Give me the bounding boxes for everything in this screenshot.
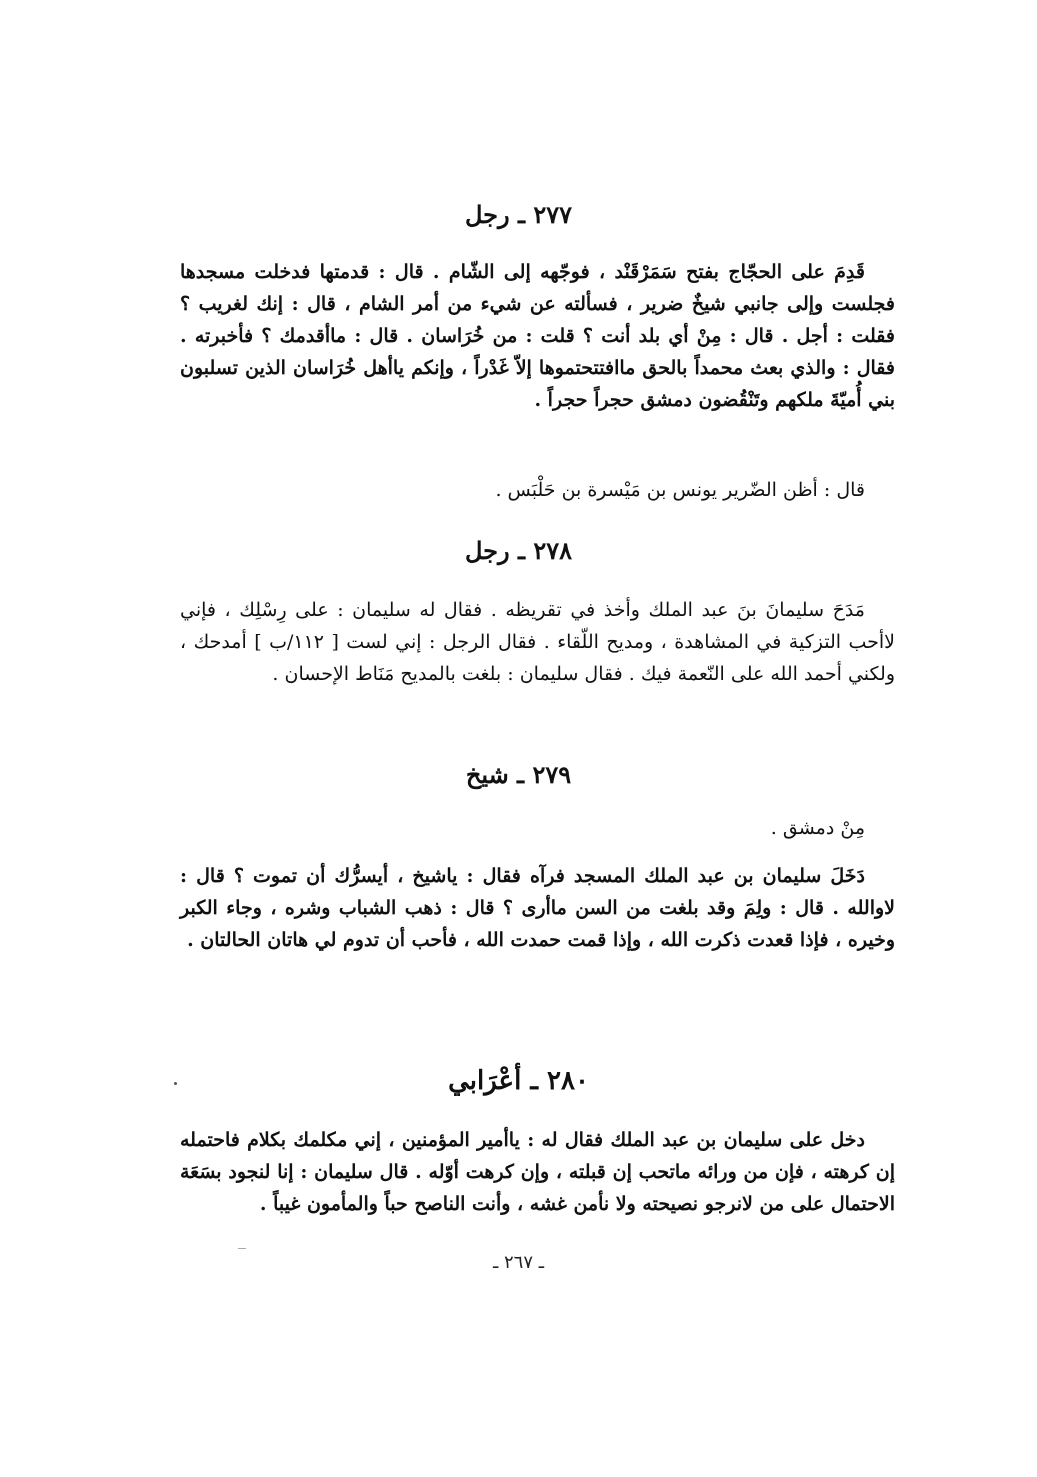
section-body-280: [180, 1124, 895, 1220]
paragraph-277-2: قال : أظن الضّرير يونس بن مَيْسرة بن حَلْبَس .: [495, 479, 865, 501]
paragraph-278-1: مَدَحَ سليمانَ بنَ عبد الملك وأخذ في تقريظه . فقال له سليمان : على رِسْلِك ، فإني لاأحب التزكية في المشاهدة ، ومديح اللّقاء . فقال الرجل : إني لست [ ١١٢/ب ] أمدحك ، ولكني أحمد الله على النّعمة فيك . فقال سليمان : بلغت بالمديح مَنَاط الإحسان .: [180, 599, 896, 685]
section-body-278: [180, 594, 895, 690]
page-number: ـ ٢٦٧ ـ: [492, 1252, 544, 1273]
paragraph-279-2: دَخَلَ سليمان بن عبد الملك المسجد فرآه فقال : ياشيخ ، أيسرُّك أن تموت ؟ قال : لاوالله . قال : ولِمَ وقد بلغت من السن ماأرى ؟ قال : ذهب الشباب وشره ، وجاء الكبر وخيره ، فإذا قعدت ذكرت الله ، وإذا قمت حمدت الله ، فأحب أن تدوم لي هاتان الحالتان .: [180, 865, 895, 951]
section-title-278: ٢٧٨ ـ رجل: [464, 536, 572, 565]
section-origin-279: [180, 812, 895, 844]
section-title-277: ٢٧٧ ـ رجل: [464, 200, 572, 229]
section-body-279: [180, 860, 895, 956]
paragraph-279-1: مِنْ دمشق .: [770, 817, 865, 839]
section-body-277: [180, 256, 895, 416]
section-note-277: [180, 474, 895, 506]
scan-speck: [238, 1248, 246, 1249]
paragraph-277-1: قَدِمَ على الحجّاج بفتح سَمَرْقَنْد ، فوجّهه إلى الشّام . قال : قدمتها فدخلت مسجدها فجلست وإلى جانبي شيخٌ ضرير ، فسألته عن شيء من أمر الشام ، قال : إنك لغريب ؟ فقلت : أجل . قال : مِنْ أي بلد أنت ؟ قلت : من خُرَاسان . قال : ماأقدمك ؟ فأخبرته . فقال : والذي بعث محمداً بالحق ماافتتحتموها إلاّ غَدْراً ، وإنكم ياأهل خُرَاسان الذين تسلبون بني أُميّةَ ملكهم وتَنْقُضون دمشق حجراً حجراً .: [180, 261, 895, 411]
paragraph-280-1: دخل على سليمان بن عبد الملك فقال له : ياأمير المؤمنين ، إني مكلمك بكلام فاحتمله إن كرهته ، فإن من ورائه ماتحب إن قبلته ، وإن كرهت أوّله . قال سليمان : إنا لنجود بسَعَة الاحتمال على من لانرجو نصيحته ولا نأمن غشه ، وأنت الناصح حباً والمأمون غيباً .: [180, 1129, 895, 1215]
scan-speck: [174, 1082, 177, 1085]
section-title-280: ٢٨٠ ـ أعْرَابي: [448, 1066, 589, 1096]
section-title-279: ٢٧٩ ـ شيخ: [465, 760, 572, 789]
